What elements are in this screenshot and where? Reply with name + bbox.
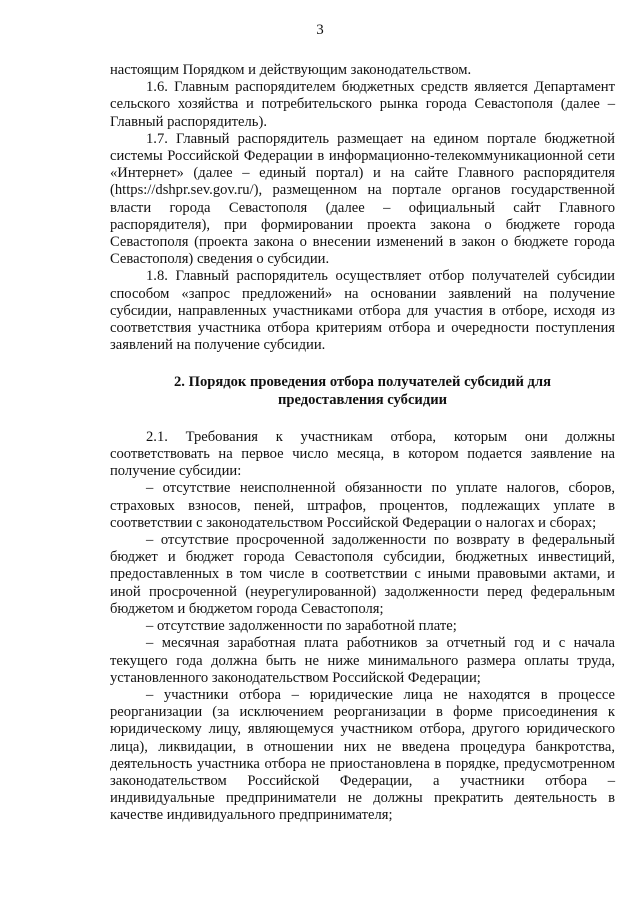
paragraph-b1: – отсутствие неисполненной обязанности по уплате налогов, сборов, страховых взносов, пеней, штрафов, процентов, подлежащих уплате в соответствии с законодательством Российской Федерации о налогах и сборах; — [110, 480, 615, 531]
paragraph-p1_6: 1.6. Главным распорядителем бюджетных средств является Департамент сельского хозяйства и потребительского рынка города Севастополя (далее – Главный распорядитель). — [110, 79, 615, 130]
paragraph-b4: – месячная заработная плата работников за отчетный год и с начала текущего года должна быть не ниже минимального размера оплаты труда, установленного законодательством Российской Федерации; — [110, 635, 615, 686]
paragraph-cont: настоящим Порядком и действующим законодательством. — [110, 62, 472, 78]
page-number: 3 — [316, 22, 324, 38]
paragraphs-bottom — [110, 429, 615, 825]
paragraph-p2_1: 2.1. Требования к участникам отбора, которым они должны соответствовать на первое число месяца, в котором подается заявление на получение субсидии: — [110, 428, 615, 480]
paragraphs-top — [110, 62, 615, 354]
paragraph-p1_8: 1.8. Главный распорядитель осуществляет отбор получателей субсидии способом «запрос предложений» на основании заявлений на получение субсидии, направленных участниками отбора для участия в отборе, исходя из соответствия участника отбора критериям отбора и очередности поступления заявлений на получение субсидии. — [110, 268, 615, 354]
paragraph-b3: – отсутствие задолженности по заработной плате; — [146, 618, 457, 635]
paragraph-p1_7: 1.7. Главный распорядитель размещает на едином портале бюджетной системы Российской Федерации в информационно-телекоммуникационной сети «Интернет» (далее – единый портал) и на сайте Главного распорядителя (https://dshpr.sev.gov.ru/), размещенном на портале органов государственной власти города Севастополя (далее – официальный сайт Главного распорядителя), при формировании проекта закона о бюджете города Севастополя (проекта закона о внесении изменений в закон о бюджете города Севастополя) сведения о субсидии. — [110, 130, 615, 268]
section-heading: 2. Порядок проведения отбора получателей субсидий для предоставления субсидии — [174, 374, 551, 408]
paragraph-b2: – отсутствие просроченной задолженности по возврату в федеральный бюджет и бюджет города Севастополя субсидии, бюджетных инвестиций, предоставленных в том числе в соответствии с иными правовыми актами, и иной просроченной (неурегулированной) задолженности перед федеральным бюджетом и бюджетом города Севастополя; — [110, 532, 615, 617]
paragraph-b5: – участники отбора – юридические лица не находятся в процессе реорганизации (за исключением реорганизации в форме присоединения к юридическому лицу, являющемуся участником отбора, другого юридического лица), ликвидации, в отношении них не введена процедура банкротства, деятельность участника отбора не приостановлена в порядке, предусмотренном законодательством Российской Федерации, а участники отбора – индивидуальные предприниматели не должны прекратить деятельность в качестве индивидуального предпринимателя; — [110, 686, 615, 824]
document-body — [110, 62, 615, 825]
